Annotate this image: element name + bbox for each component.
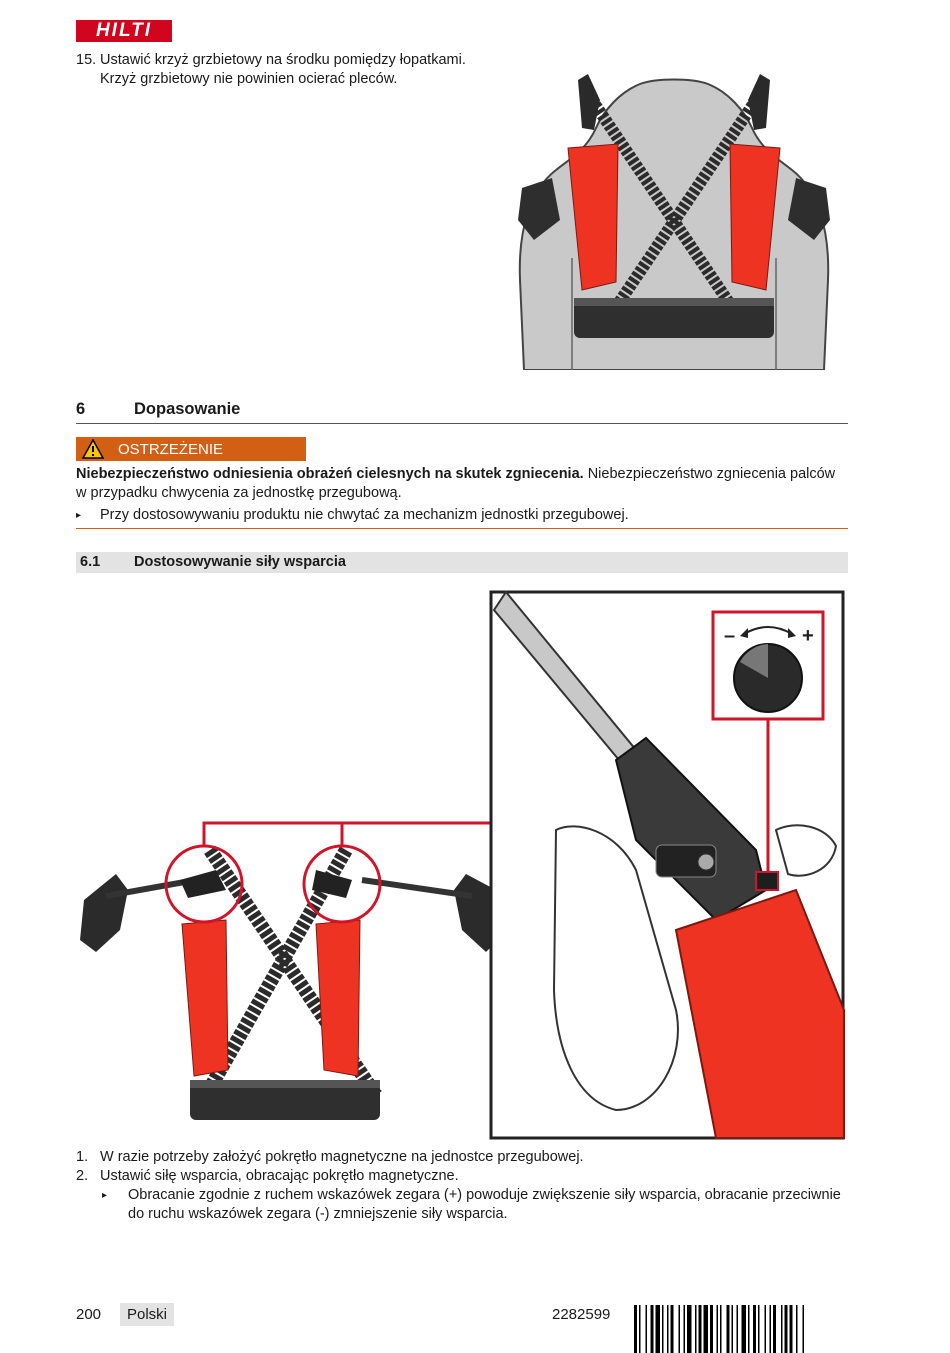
arrow-bullet-icon: ▸ <box>102 1190 108 1201</box>
exoskeleton-harness <box>80 850 500 1120</box>
callout-line <box>204 823 491 846</box>
step-1 <box>76 1148 848 1167</box>
procedure-steps <box>76 1148 848 1224</box>
warning-label-bar <box>76 437 306 461</box>
step-number: 1. <box>76 1149 89 1165</box>
language-tag: Polski <box>120 1303 174 1326</box>
support-force-adjustment-illustration <box>76 590 848 1140</box>
hilti-logo: HILTI <box>76 20 172 42</box>
warning-headline: Niebezpieczeństwo odniesienia obrażeń cielesnych na skutek zgniecenia. <box>76 466 584 482</box>
step-2-result <box>76 1186 848 1224</box>
warning-label: OSTRZEŻENIE <box>118 440 224 458</box>
step-text: Ustawić siłę wsparcia, obracając pokrętło magnetyczne. <box>100 1168 459 1184</box>
section-number: 6 <box>76 400 86 418</box>
subsection-heading <box>76 552 848 573</box>
barcode <box>634 1305 848 1353</box>
step-text: W razie potrzeby założyć pokrętło magnetyczne na jednostce przegubowej. <box>100 1149 584 1165</box>
arrow-bullet-icon: ▸ <box>76 510 82 521</box>
step-number: 15. <box>76 52 97 68</box>
subsection-title: Dostosowywanie siły wsparcia <box>134 554 346 570</box>
subsection-number: 6.1 <box>80 554 101 570</box>
page-number: 200 <box>76 1306 102 1323</box>
document-number: 2282599 <box>552 1306 611 1323</box>
dial-minus-label: – <box>724 625 736 647</box>
step-2 <box>76 1167 848 1186</box>
section-title: Dopasowanie <box>134 400 241 418</box>
warning-instruction-text: Przy dostosowywaniu produktu nie chwytać za mechanizm jednostki przegubowej. <box>100 507 629 523</box>
step-number: 2. <box>76 1168 89 1184</box>
warning-instruction <box>76 506 848 529</box>
warning-detail: Niebezpieczeństwo zgniecenia palców w przypadku chwycenia za jednostkę przegubową. <box>76 466 836 501</box>
step-text: Ustawić krzyż grzbietowy na środku pomiędzy łopatkami. Krzyż grzbietowy nie powinien ocierać pleców. <box>100 52 466 87</box>
warning-text <box>76 465 848 503</box>
step-2-result-text: Obracanie zgodnie z ruchem wskazówek zegara (+) powoduje zwiększenie siły wsparcia, obracanie przeciwnie do ruchu wskazówek zegara (-) zmniejszenie siły wsparcia. <box>128 1187 841 1222</box>
warning-triangle-icon <box>82 439 104 459</box>
section-heading <box>76 399 848 424</box>
dial-plus-label: + <box>802 625 814 647</box>
step-15 <box>76 51 486 89</box>
exoskeleton-back-illustration <box>516 70 832 370</box>
